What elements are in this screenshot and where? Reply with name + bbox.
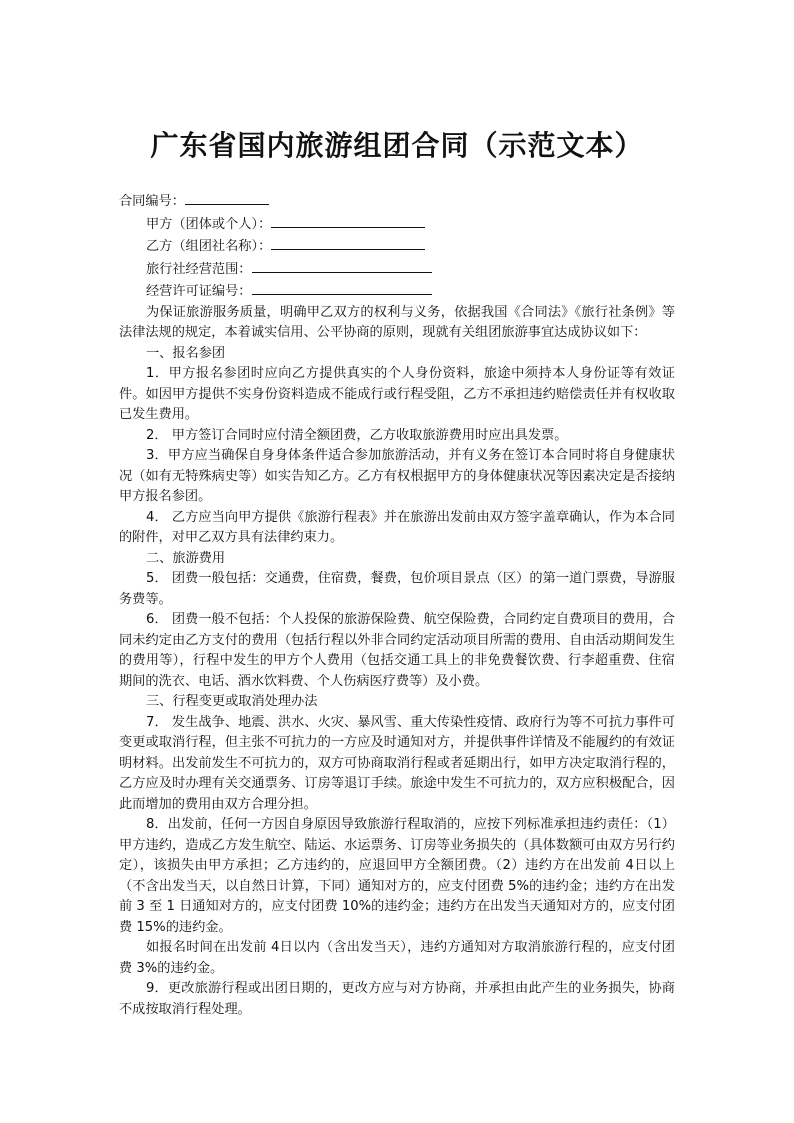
clause-5: 5． 团费一般包括：交通费，住宿费，餐费，包价项目景点（区）的第一道门票费，导游服务费等。 [119,571,675,607]
document-title: 广东省国内旅游组团合同（示范文本） [150,129,644,162]
party-b-blank [271,235,425,250]
license-number-label: 经营许可证编号： [146,284,252,299]
party-b-label: 乙方（组团社名称）： [146,239,272,254]
section-heading-changes: 三、行程变更或取消处理办法 [146,694,318,709]
business-scope-blank [252,258,432,273]
section-heading-registration: 一、报名参团 [146,345,226,361]
contract-number-blank [185,190,269,205]
party-a-field [119,213,675,236]
clause-6: 6． 团费一般不包括：个人投保的旅游保险费、航空保险费，合同约定自费项目的费用，合同未约定由乙方支付的费用（包括行程以外非合同约定活动项目所需的费用、自由活动期间发生的费用等），行程中发生的甲方个人费用（包括交通工具上的非免费餐饮费、行李超重费、住宿期间的洗衣、电话、酒水饮料费、个人伤病医疗费等）及小费。 [119,612,675,689]
clause-1: 1．甲方报名参团时应向乙方提供真实的个人身份资料，旅途中须持本人身份证等有效证件。如因甲方提供不实身份资料造成不能成行或行程受阻，乙方不承担违约赔偿责任并有权收取已发生费用。 [119,366,675,422]
business-scope-field [119,258,675,281]
clause-4: 4． 乙方应当向甲方提供《旅游行程表》并在旅游出发前由双方签字盖章确认，作为本合同的附件，对甲乙双方具有法律约束力。 [119,509,675,545]
document-body [119,190,675,1020]
clause-9: 9．更改旅游行程或出团日期的，更改方应与对方协商，并承担由此产生的业务损失，协商不成按取消行程处理。 [119,981,675,1017]
license-number-blank [252,280,432,295]
section-heading-fees: 二、旅游费用 [146,550,226,566]
party-b-field [119,235,675,258]
clause-2: 2． 甲方签订合同时应付清全额团费，乙方收取旅游费用时应出具发票。 [146,427,568,443]
clause-8-supplement: 如报名时间在出发前 4日以内（含出发当天），违约方通知对方取消旅游行程的，应支付团费 3%的违约金。 [119,940,675,976]
party-a-blank [271,213,425,228]
clause-8: 8．出发前，任何一方因自身原因导致旅游行程取消的，应按下列标准承担违约责任：（1）甲方违约，造成乙方发生航空、陆运、水运票务、订房等业务损失的（具体数额可由双方另行约定），该损失由甲方承担；乙方违约的，应退回甲方全额团费。（2）违约方在出发前 4日以上（不含出发当天，以自然日计算，下同）通知对方的，应支付团费 5%的违约金；违约方在出发前 3 至 1 日通知对方的，应支付团费 10%的违约金；违约方在出发当天通知对方的，应支付团费 15%的违约金。 [119,817,675,935]
clause-3: 3．甲方应当确保自身身体条件适合参加旅游活动，并有义务在签订本合同时将自身健康状况（如有无特殊病史等）如实告知乙方。乙方有权根据甲方的身体健康状况等因素决定是否接纳甲方报名参团。 [119,448,675,504]
intro-paragraph: 为保证旅游服务质量，明确甲乙双方的权利与义务，依据我国《合同法》《旅行社条例》等法律法规的规定，本着诚实信用、公平协商的原则，现就有关组团旅游事宜达成协议如下： [119,304,675,340]
clause-7: 7． 发生战争、地震、洪水、火灾、暴风雪、重大传染性疫情、政府行为等不可抗力事件可变更或取消行程，但主张不可抗力的一方应及时通知对方，并提供事件详情及不能履约的有效证明材料。出发前发生不可抗力的，双方可协商取消行程或者延期出行，如甲方决定取消行程的，乙方应及时办理有关交通票务、订房等退订手续。旅途中发生不可抗力的，双方应积极配合，因此而增加的费用由双方合理分担。 [119,714,675,812]
business-scope-label: 旅行社经营范围： [146,261,252,277]
license-number-field [119,280,675,303]
party-a-label: 甲方（团体或个人）： [146,216,272,232]
contract-number-label: 合同编号： [119,194,185,209]
contract-number-field [119,190,675,213]
